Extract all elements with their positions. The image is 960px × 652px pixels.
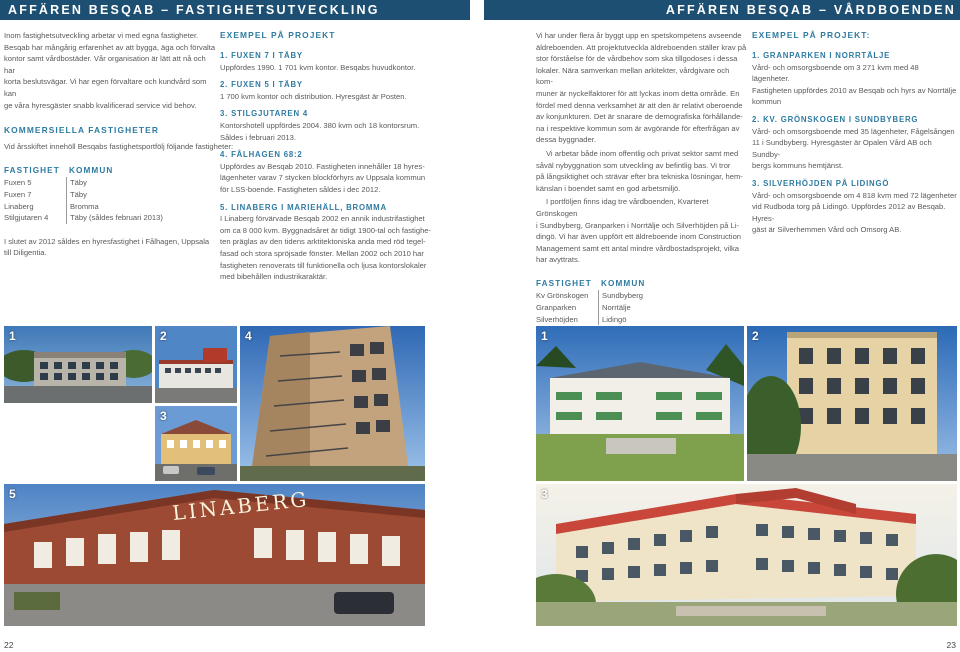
- table-row: [4, 177, 216, 189]
- right-examples-heading: EXEMPEL PÅ PROJEKT:: [752, 30, 871, 40]
- project-name: 2. FUXEN 5 I TÄBY: [220, 80, 303, 90]
- project-text: 1 700 kvm kontor och distribution. Hyresgäst är Posten.: [220, 91, 407, 101]
- photo-number: 1: [9, 329, 16, 343]
- cell-municipality: Täby (såldes februari 2013): [66, 212, 163, 224]
- right-page-header: [484, 0, 960, 20]
- cell-municipality: Täby: [66, 177, 87, 189]
- right-header-title: AFFÄREN BESQAB – VÅRDBOENDEN: [665, 3, 956, 17]
- photo-stilgjutaren-4-image: [155, 406, 237, 481]
- left-page-number: 22: [4, 640, 14, 650]
- right-page-number: 23: [946, 640, 956, 650]
- text-line: fastigheten renoverats till funktionella och ljusa kontorslokaler: [220, 260, 427, 270]
- commercial-closing-text: [4, 236, 216, 259]
- right-paragraph-2: [536, 148, 748, 194]
- cell-municipality: Sundbyberg: [598, 290, 643, 302]
- project-name: 3. SILVERHÖJDEN PÅ LIDINGÖ: [752, 178, 890, 188]
- text-line: dessa byggnader.: [536, 135, 596, 145]
- photo-number: 3: [541, 487, 548, 501]
- table-header-row: [536, 278, 748, 290]
- photo-number: 1: [541, 329, 548, 343]
- project-name: 3. STILGJUTAREN 4: [220, 109, 308, 119]
- photo-linaberg: [4, 484, 425, 626]
- text-line: Kontorshotell uppfördes 2004. 380 kvm och 18 kontorsrum.: [220, 120, 420, 130]
- text-line: korta beslutsvägar. Vi har egen förvaltare och kundvård som kan: [4, 77, 207, 98]
- table-header-row: [4, 165, 216, 177]
- text-line: Vård- och omsorgsboende med 35 lägenheter, Fågelsången: [752, 126, 955, 136]
- col-header-property: FASTIGHET: [4, 165, 60, 175]
- left-page-header: [0, 0, 470, 20]
- text-line: lägenheter varav 7 stycken blockförhyrs av Uppsala kommun: [220, 173, 426, 183]
- text-line: lokaler. Nära samverkan mellan arkitekter, vårdgivare och kom-: [536, 65, 730, 87]
- text-line: na i respektive kommun som är avgörande för efterfrågan av: [536, 123, 740, 133]
- right-intro-column: [536, 30, 748, 325]
- left-examples-column: [220, 30, 465, 283]
- text-line: I slutet av 2012 såldes en hyresfastighet i Fålhagen, Uppsala: [4, 236, 210, 246]
- photo-falhagen-image: [240, 326, 425, 481]
- project-text: [752, 190, 958, 236]
- cell-property: Stilgjutaren 4: [4, 213, 49, 223]
- photo-gronskogen-image: [747, 326, 957, 481]
- text-line: vid Rudboda torg på Lidingö. Uppfördes 2012 av Besqab. Hyres-: [752, 202, 946, 223]
- text-line: fasad och stora spröjsade fönster. Mellan 2002 och 2010 har: [220, 248, 424, 258]
- table-row: [536, 302, 748, 314]
- cell-property: Fuxen 5: [4, 178, 32, 188]
- text-line: dingö. Vi har även uppfört ett äldreboende inom Construction: [536, 232, 742, 242]
- project-name: 1. GRANPARKEN I NORRTÄLJE: [752, 51, 891, 60]
- photo-stilgjutaren-4: [155, 406, 237, 481]
- text-line: I Linaberg förvärvade Besqab 2002 en annik industrifastighet: [220, 214, 425, 224]
- project-name: 2. KV. GRÖNSKOGEN I SUNDBYBERG: [752, 114, 919, 124]
- photo-falhagen: [240, 326, 425, 481]
- table-row: [4, 189, 216, 201]
- photo-granparken-image: [536, 326, 744, 481]
- text-line: ge våra hyresgäster snabb kvalificerad service vid behov.: [4, 100, 197, 110]
- text-line: Vi har under flera år byggt upp en spetskompetens avseende: [536, 31, 742, 40]
- photo-granparken: [536, 326, 744, 481]
- photo-fuxen-5-image: [155, 326, 237, 403]
- text-line: fördel med denna verksamhet är att den är relativt oberoende: [536, 100, 743, 110]
- text-line: har avyttrats.: [536, 255, 580, 265]
- photo-fuxen-5: [155, 326, 237, 403]
- table-row: [4, 201, 216, 213]
- text-line: stor förståelse för de vårdbehov som ska tillgodoses i dessa: [536, 54, 738, 64]
- cell-municipality: Norrtälje: [598, 302, 631, 314]
- text-line: 11 i Sundbyberg. Hyresgäster är Opalen Vård AB och Sundby-: [752, 138, 932, 159]
- left-intro-column: [4, 30, 234, 259]
- col-header-property: FASTIGHET: [536, 278, 592, 288]
- col-header-municipality: KOMMUN: [69, 165, 114, 175]
- cell-property: Granparken: [536, 303, 577, 313]
- table-row: [4, 212, 216, 224]
- right-examples-column: [752, 30, 958, 236]
- text-line: Inom fastighetsutveckling arbetar vi med egna fastigheter.: [4, 31, 199, 40]
- cell-municipality: Täby: [66, 189, 87, 201]
- text-line: Fastigheten uppfördes 2010 av Besqab och hyrs av Norrtälje: [752, 85, 957, 95]
- table-row: [536, 290, 748, 302]
- cell-municipality: Lidingö: [598, 314, 627, 326]
- linaberg-sign: LINABERG: [171, 486, 311, 526]
- text-line: känslan i boendet samt en god arbetsmiljö.: [536, 183, 681, 193]
- commercial-property-table: [4, 165, 216, 224]
- photo-number: 2: [160, 329, 167, 343]
- text-line: med bibehållen industrikaraktär.: [220, 272, 328, 282]
- photo-number: 2: [752, 329, 759, 343]
- text-line: I portföljen finns idag tre vårdboenden, Kvarteret Grönskogen: [536, 197, 709, 218]
- text-line: av konjunkturen. Det är snarare de demografiska förhållande-: [536, 112, 743, 122]
- commercial-text: Vid årsskiftet innehöll Besqabs fastighetsportfölj följande fastigheter:: [4, 142, 234, 152]
- photo-number: 4: [245, 329, 252, 343]
- photo-number: 5: [9, 487, 16, 501]
- left-header-title: AFFÄREN BESQAB – FASTIGHETSUTVECKLING: [8, 3, 380, 17]
- cell-property: Linaberg: [4, 201, 34, 211]
- text-line: för LSS-boende. Fastigheten såldes i dec 2012.: [220, 184, 381, 194]
- text-line: Vård- och omsorgsboende om 3 271 kvm med 48 lägenheter.: [752, 62, 919, 84]
- project-text: [752, 126, 958, 172]
- text-line: Management samt ett antal mindre vårdbostadsprojekt, vilka: [536, 243, 740, 253]
- text-line: Såldes i februari 2013.: [220, 132, 296, 142]
- text-line: kommun: [752, 97, 782, 107]
- project-text: [220, 161, 465, 196]
- text-line: gäst är Silverhemmen Vård och Omsorg AB.: [752, 225, 902, 235]
- right-paragraph-3: [536, 196, 748, 266]
- care-property-table: [536, 278, 748, 325]
- text-line: i Sundbyberg, Granparken i Norrtälje och Silverhöjden på Li-: [536, 220, 740, 230]
- project-name: 1. FUXEN 7 I TÄBY: [220, 51, 303, 60]
- text-line: bergs kommuns hemtjänst.: [752, 161, 844, 171]
- project-name: 5. LINABERG I MARIEHÄLL, BROMMA: [220, 202, 387, 212]
- text-line: på långsiktighet och strävar efter bra tekniska lösningar, hem-: [536, 172, 743, 182]
- project-text: [752, 62, 958, 108]
- photo-silverhojden-image: [536, 484, 957, 626]
- text-line: muner är nyckelfaktorer för att lyckas inom detta område. En: [536, 88, 740, 98]
- project-name: 4. FÅLHAGEN 68:2: [220, 150, 303, 160]
- text-line: Besqab har mångårig erfarenhet av att bygga, äga och förvalta: [4, 42, 216, 52]
- photo-number: 3: [160, 409, 167, 423]
- text-line: Vård- och omsorgsboende om 4 818 kvm med 72 lägenheter: [752, 190, 957, 200]
- cell-property: Kv Grönskogen: [536, 291, 589, 301]
- text-line: om ca 8 000 kvm. Byggnadsåret är tidigt 1900-tal och fastighe-: [220, 225, 432, 235]
- text-line: ten präglas av den tidens arktitektoniska anda med röd tegel-: [220, 237, 426, 247]
- commercial-heading: KOMMERSIELLA FASTIGHETER: [4, 125, 159, 136]
- text-line: kontor samt vårdbostäder. Vår organisation är lätt att nå och har: [4, 54, 206, 75]
- cell-property: Fuxen 7: [4, 189, 32, 199]
- col-header-municipality: KOMMUN: [601, 278, 646, 288]
- text-line: Uppfördes av Besqab 2010. Fastigheten innehåller 18 hyres-: [220, 161, 425, 171]
- table-row: [536, 314, 748, 326]
- text-line: Vi arbetar både inom offentlig och privat sektor samt med: [546, 148, 739, 158]
- photo-fuxen-7: [4, 326, 152, 403]
- text-line: till Diligentia.: [4, 248, 47, 258]
- cell-property: Silverhöjden: [536, 314, 578, 324]
- text-line: äldreboenden. Att projektutveckla äldreboenden ställer krav på: [536, 42, 747, 52]
- photo-gronskogen: [747, 326, 957, 481]
- photo-silverhojden: [536, 484, 957, 626]
- left-intro-text: [4, 30, 216, 111]
- text-line: såväl nybyggnation som utveckling av befintlig bas. Vi tror: [536, 160, 731, 170]
- project-text: Uppfördes 1990. 1 701 kvm kontor. Besqabs huvudkontor.: [220, 62, 416, 72]
- left-examples-heading: EXEMPEL PÅ PROJEKT: [220, 30, 336, 40]
- cell-municipality: Bromma: [66, 201, 99, 213]
- project-text: [220, 120, 465, 143]
- right-paragraph-1: [536, 30, 748, 146]
- photo-fuxen-7-image: [4, 326, 152, 403]
- project-text: [220, 213, 465, 283]
